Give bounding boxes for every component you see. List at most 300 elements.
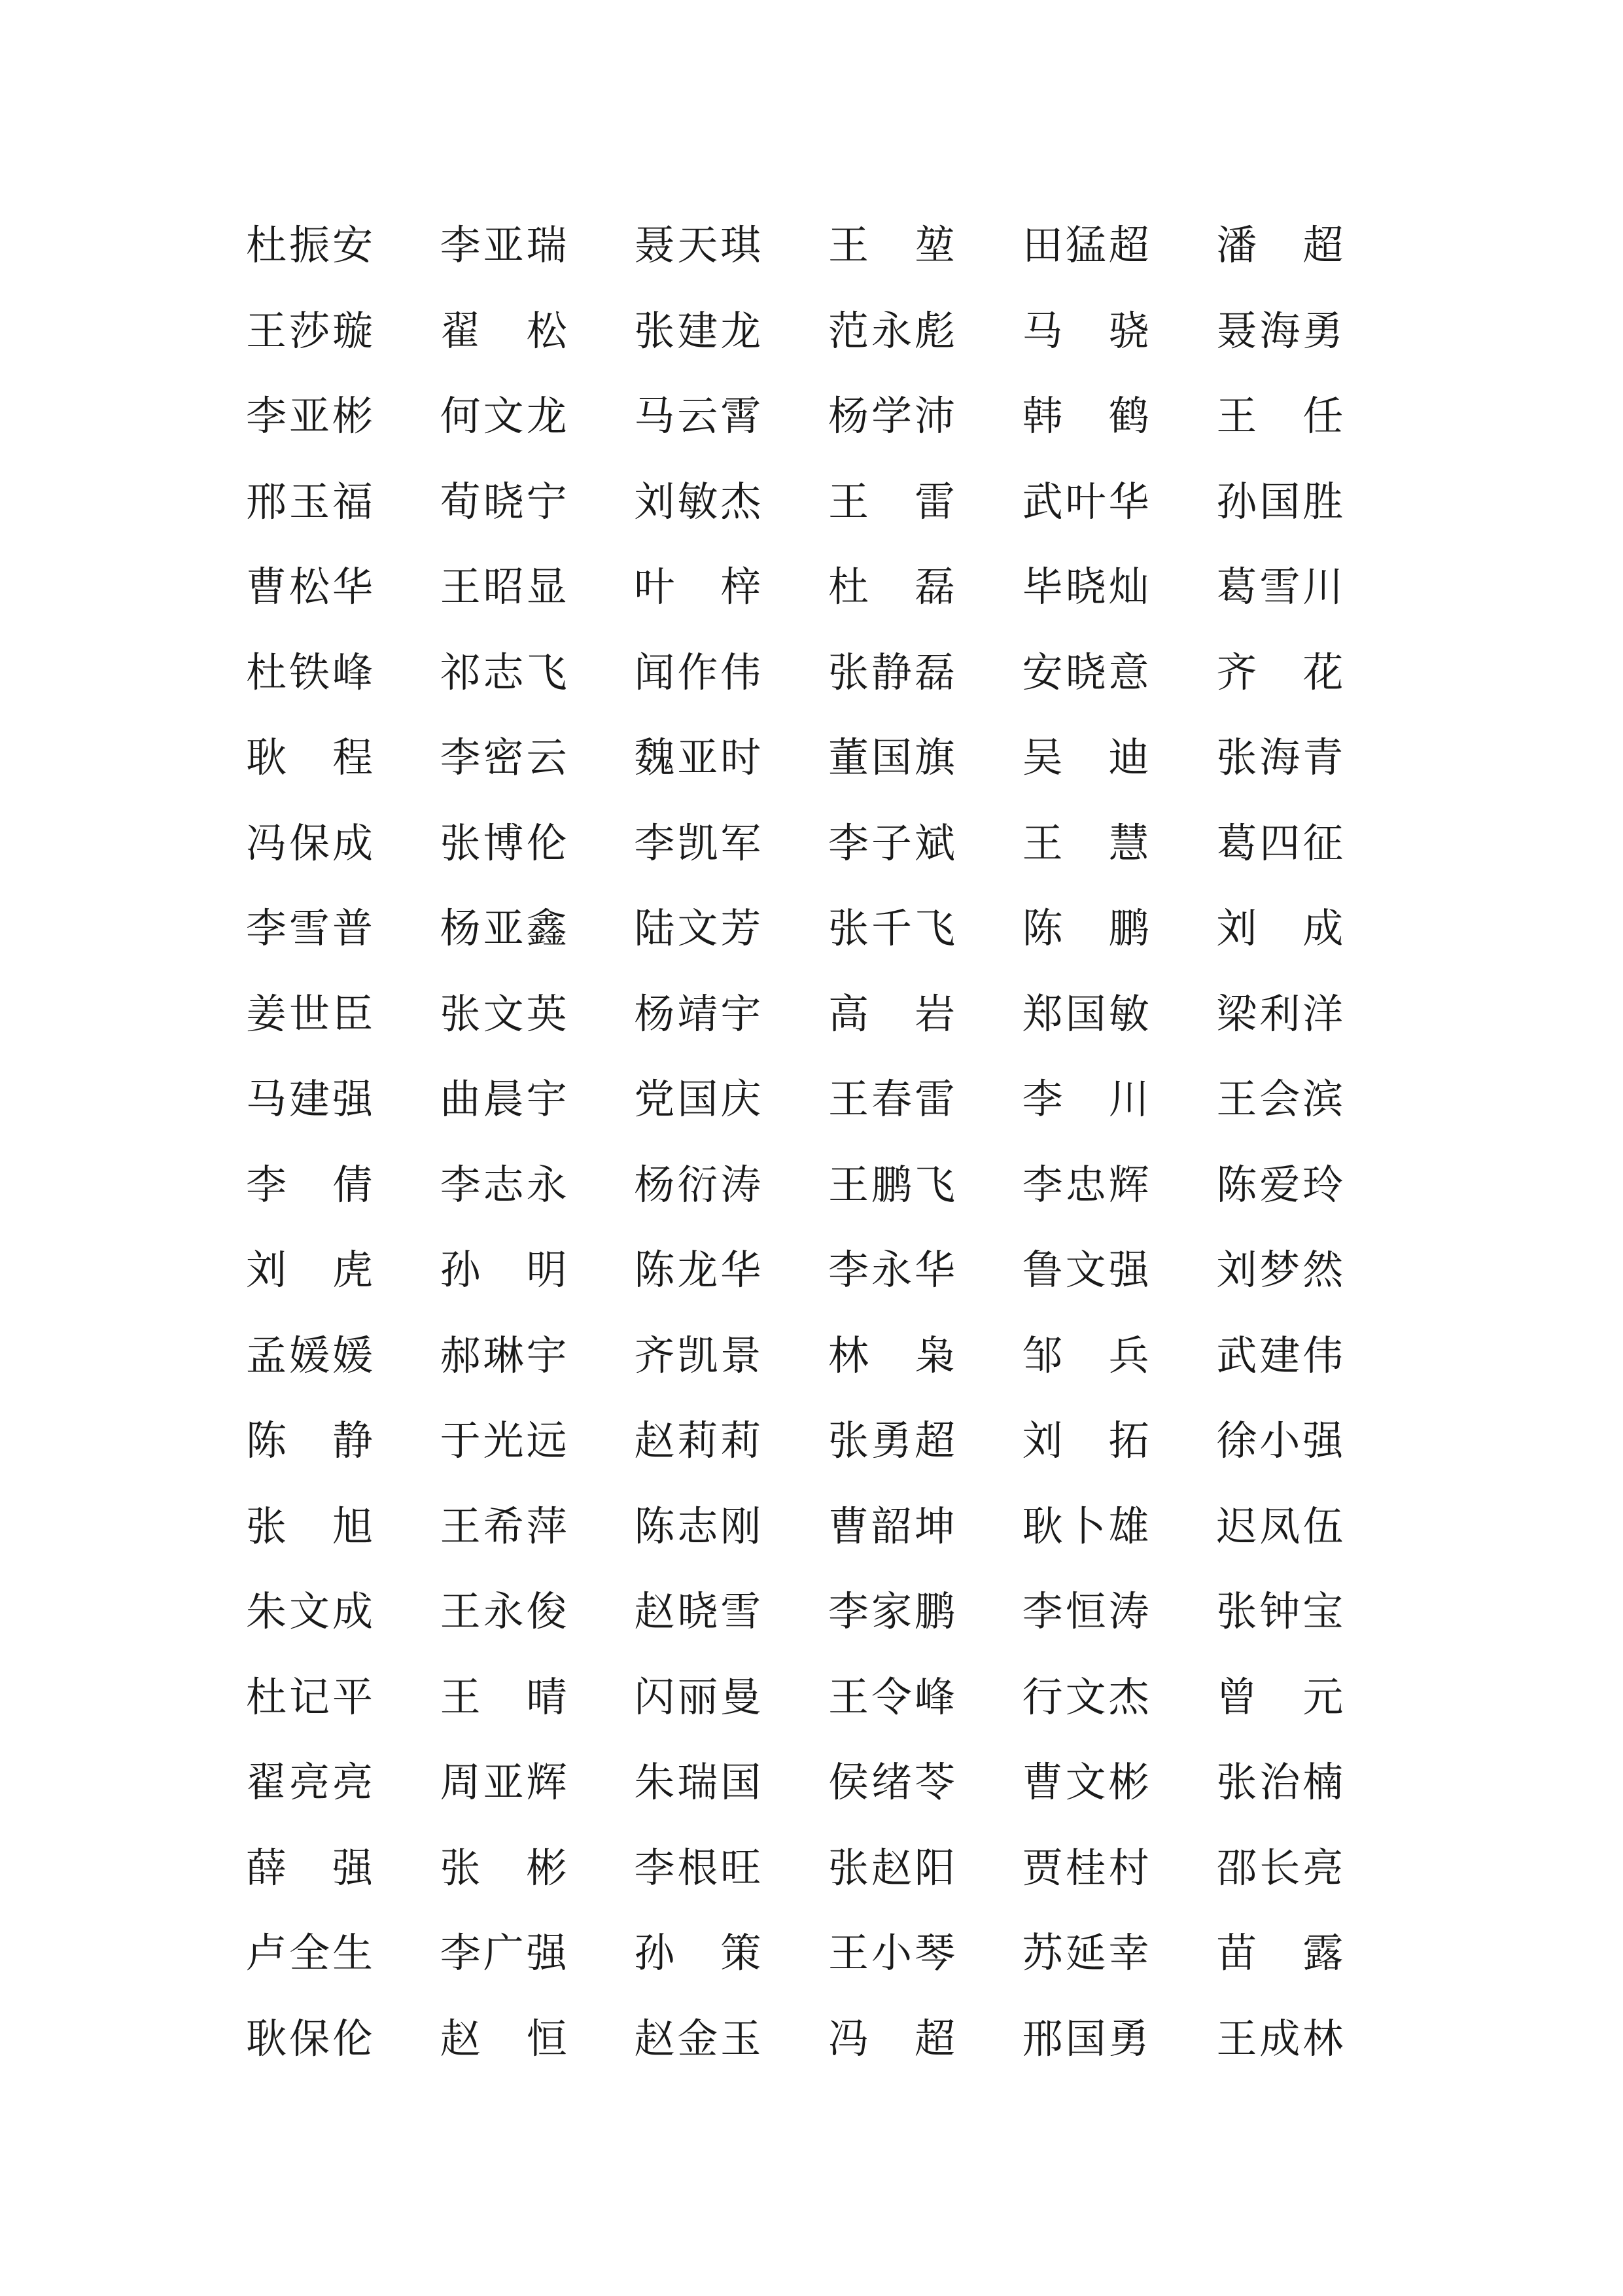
name-char: 灿	[1108, 563, 1149, 610]
name-char: 王	[440, 1587, 481, 1635]
name-char: 利	[1259, 989, 1300, 1038]
name-char: 刘	[1216, 1246, 1257, 1294]
name-char: 刘	[634, 477, 675, 525]
name-char: 耿	[246, 2014, 287, 2062]
name-char: 张	[1216, 1587, 1257, 1635]
name-char: 丽	[677, 1672, 718, 1721]
name-char: 春	[871, 1075, 912, 1123]
name-char: 希	[483, 1502, 524, 1550]
name-char: 苏	[1022, 1929, 1063, 1977]
name-char: 铁	[288, 648, 330, 696]
name-entry	[1216, 1996, 1343, 2082]
name-char: 忠	[1065, 1160, 1106, 1209]
name-char: 王	[246, 306, 287, 355]
name-char: 玉	[288, 477, 330, 525]
name-char: 于	[440, 1417, 481, 1464]
name-char: 伦	[332, 2014, 373, 2062]
name-char: 王	[1022, 819, 1063, 867]
name-char: 曹	[1022, 1758, 1063, 1806]
name-char: 宇	[720, 989, 761, 1038]
name-entry	[246, 886, 373, 972]
name-char: 阳	[914, 1843, 955, 1892]
name-char: 强	[332, 1075, 373, 1123]
name-char: 莉	[677, 1417, 718, 1464]
name-char: 鹏	[1108, 904, 1149, 952]
name-char: 凯	[677, 819, 718, 867]
name-char: 李	[1022, 1075, 1063, 1123]
name-char: 松	[288, 563, 330, 610]
name-entry	[828, 289, 955, 374]
name-entry	[246, 1569, 373, 1655]
name-entry	[828, 1398, 955, 1484]
name-char: 玲	[1302, 1160, 1344, 1209]
name-char: 齐	[1216, 648, 1257, 696]
name-char: 沛	[914, 392, 955, 440]
name-char: 生	[332, 1929, 373, 1977]
name-char: 亚	[288, 392, 330, 440]
name-char: 葛	[1216, 563, 1257, 610]
name-char: 旺	[720, 1843, 761, 1892]
name-char: 陆	[634, 904, 675, 952]
name-char: 小	[871, 1929, 912, 1977]
name-char: 薛	[246, 1843, 287, 1892]
name-char: 杰	[720, 477, 761, 525]
name-char: 陈	[634, 1502, 675, 1550]
name-entry	[634, 1057, 761, 1142]
name-entry	[828, 715, 955, 801]
name-char: 文	[483, 989, 524, 1038]
name-char: 虎	[332, 1246, 373, 1294]
name-entry	[634, 459, 761, 545]
name-char: 王	[828, 1672, 869, 1721]
name-char: 延	[1065, 1929, 1106, 1977]
name-char: 勇	[871, 1417, 912, 1464]
name-char: 鲁	[1022, 1246, 1063, 1294]
name-char: 侯	[828, 1758, 869, 1806]
name-char: 时	[720, 733, 761, 781]
name-char: 张	[828, 648, 869, 696]
name-entry	[1022, 1142, 1149, 1228]
name-char: 董	[828, 733, 869, 781]
name-char: 然	[1302, 1246, 1344, 1294]
name-entry	[634, 1996, 761, 2082]
name-entry	[634, 886, 761, 972]
name-char: 辉	[526, 1758, 567, 1806]
name-entry	[440, 801, 567, 887]
name-entry	[440, 630, 567, 716]
name-char: 孙	[440, 1246, 481, 1294]
name-entry	[1216, 203, 1343, 289]
name-char: 李	[828, 819, 869, 867]
name-char: 恒	[526, 2014, 567, 2062]
name-char: 杨	[634, 1160, 675, 1209]
name-entry	[1022, 801, 1149, 887]
name-char: 敏	[677, 477, 718, 525]
name-char: 志	[483, 1160, 524, 1209]
name-char: 钟	[1259, 1587, 1300, 1635]
name-char: 卢	[246, 1929, 287, 1977]
name-char: 孟	[246, 1331, 287, 1379]
name-entry	[1216, 1313, 1343, 1399]
name-entry	[440, 1142, 567, 1228]
name-char: 亚	[677, 733, 718, 781]
name-char: 孙	[634, 1929, 675, 1977]
name-char: 滨	[1302, 1075, 1344, 1123]
name-char: 梓	[720, 563, 761, 610]
name-char: 莉	[720, 1417, 761, 1464]
name-char: 安	[332, 221, 373, 269]
name-char: 旗	[914, 733, 955, 781]
name-entry	[828, 544, 955, 630]
name-entry	[440, 203, 567, 289]
name-char: 辉	[1108, 1160, 1149, 1209]
name-char: 骁	[1108, 306, 1149, 355]
name-entry	[634, 1655, 761, 1740]
name-entry	[634, 1826, 761, 1911]
name-char: 张	[440, 819, 481, 867]
name-char: 涛	[720, 1160, 761, 1209]
name-char: 祁	[440, 648, 481, 696]
name-char: 衍	[677, 1160, 718, 1209]
name-entry	[634, 1569, 761, 1655]
name-char: 杜	[246, 648, 287, 696]
name-char: 强	[1108, 1246, 1149, 1294]
name-char: 国	[1065, 2014, 1106, 2062]
name-char: 伦	[526, 819, 567, 867]
name-char: 雪	[1259, 563, 1300, 610]
name-char: 聂	[634, 221, 675, 269]
name-char: 千	[871, 904, 912, 952]
name-char: 臣	[332, 989, 373, 1038]
name-entry	[1022, 1398, 1149, 1484]
name-entry	[828, 801, 955, 887]
name-char: 叶	[634, 563, 675, 610]
name-char: 赵	[871, 1843, 912, 1892]
name-char: 荀	[440, 477, 481, 525]
name-char: 拓	[1108, 1417, 1149, 1464]
name-char: 行	[1022, 1672, 1063, 1721]
name-char: 涛	[1108, 1587, 1149, 1635]
name-entry	[1022, 630, 1149, 716]
name-char: 治	[1259, 1758, 1300, 1806]
name-char: 村	[1108, 1843, 1149, 1892]
name-char: 张	[828, 1843, 869, 1892]
name-char: 元	[1302, 1672, 1344, 1721]
name-char: 记	[288, 1672, 330, 1721]
name-entry	[1216, 1740, 1343, 1826]
name-entry	[634, 1484, 761, 1570]
name-char: 杰	[1108, 1672, 1149, 1721]
name-entry	[634, 630, 761, 716]
name-char: 武	[1216, 1331, 1257, 1379]
name-char: 李	[246, 904, 287, 952]
name-char: 家	[871, 1587, 912, 1635]
name-char: 张	[246, 1502, 287, 1550]
name-char: 姜	[246, 989, 287, 1038]
name-char: 倩	[332, 1160, 373, 1209]
name-char: 宝	[1302, 1587, 1344, 1635]
name-char: 林	[828, 1331, 869, 1379]
name-entry	[246, 972, 373, 1057]
name-char: 李	[440, 221, 481, 269]
name-entry	[1216, 1057, 1343, 1142]
name-char: 雄	[1108, 1502, 1149, 1550]
name-char: 超	[1108, 221, 1149, 269]
name-char: 文	[288, 1587, 330, 1635]
name-char: 刘	[1022, 1417, 1063, 1464]
name-char: 彬	[526, 1843, 567, 1892]
name-char: 晓	[677, 1587, 718, 1635]
name-char: 武	[1022, 477, 1063, 525]
name-char: 志	[677, 1502, 718, 1550]
name-char: 勇	[1108, 2014, 1149, 2062]
name-char: 马	[1022, 306, 1063, 355]
name-char: 慧	[1108, 819, 1149, 867]
name-char: 成	[332, 819, 373, 867]
name-entry	[828, 886, 955, 972]
name-char: 邵	[1216, 1843, 1257, 1892]
name-char: 远	[526, 1417, 567, 1464]
name-char: 闪	[634, 1672, 675, 1721]
name-char: 鹏	[871, 1160, 912, 1209]
name-entry	[828, 1740, 955, 1826]
name-char: 杜	[828, 563, 869, 610]
name-entry	[634, 374, 761, 459]
name-char: 松	[526, 306, 567, 355]
name-entry	[1216, 715, 1343, 801]
name-entry	[634, 1313, 761, 1399]
name-char: 范	[828, 306, 869, 355]
name-char: 英	[526, 989, 567, 1038]
name-char: 国	[871, 733, 912, 781]
name-entry	[246, 1057, 373, 1142]
name-char: 敏	[1108, 989, 1149, 1038]
name-char: 永	[871, 1246, 912, 1294]
name-char: 王	[828, 221, 869, 269]
name-entry	[1022, 886, 1149, 972]
name-char: 李	[634, 1843, 675, 1892]
name-entry	[828, 1569, 955, 1655]
name-entry	[246, 1484, 373, 1570]
name-entry	[828, 1313, 955, 1399]
name-char: 保	[288, 819, 330, 867]
name-char: 靖	[677, 989, 718, 1038]
name-char: 张	[828, 904, 869, 952]
name-char: 天	[677, 221, 718, 269]
name-char: 彬	[332, 392, 373, 440]
name-entry	[1216, 374, 1343, 459]
name-char: 伟	[720, 648, 761, 696]
name-entry	[828, 1142, 955, 1228]
name-entry	[1022, 1313, 1149, 1399]
name-entry	[1216, 972, 1343, 1057]
name-char: 吴	[1022, 733, 1063, 781]
name-char: 刚	[720, 1502, 761, 1550]
name-char: 曹	[828, 1502, 869, 1550]
name-char: 朱	[634, 1758, 675, 1806]
name-entry	[1216, 1569, 1343, 1655]
name-char: 琪	[720, 221, 761, 269]
name-char: 邢	[246, 477, 287, 525]
name-char: 王	[1216, 1075, 1257, 1123]
name-char: 福	[332, 477, 373, 525]
name-char: 曾	[1216, 1672, 1257, 1721]
name-char: 强	[1302, 1417, 1344, 1464]
name-char: 华	[332, 563, 373, 610]
name-char: 卜	[1065, 1502, 1106, 1550]
name-char: 伍	[1302, 1502, 1344, 1550]
name-char: 强	[526, 1929, 567, 1977]
name-char: 李	[1022, 1587, 1063, 1635]
name-char: 韶	[871, 1502, 912, 1550]
name-entry	[1216, 1227, 1343, 1313]
name-char: 杜	[246, 221, 287, 269]
name-entry	[1216, 886, 1343, 972]
name-entry	[828, 203, 955, 289]
name-char: 建	[1259, 1331, 1300, 1379]
name-entry	[246, 801, 373, 887]
name-char: 媛	[332, 1331, 373, 1379]
name-char: 聂	[1216, 306, 1257, 355]
name-char: 杨	[828, 392, 869, 440]
name-entry	[1216, 1826, 1343, 1911]
name-char: 萍	[526, 1502, 567, 1550]
name-char: 曼	[720, 1672, 761, 1721]
name-char: 梁	[1216, 989, 1257, 1038]
name-char: 庆	[720, 1075, 761, 1123]
name-entry	[1216, 459, 1343, 545]
name-entry	[1022, 1911, 1149, 1996]
name-char: 枭	[914, 1331, 955, 1379]
name-char: 晴	[526, 1672, 567, 1721]
name-char: 飞	[914, 904, 955, 952]
name-entry	[246, 459, 373, 545]
name-char: 邹	[1022, 1331, 1063, 1379]
name-char: 超	[914, 2014, 955, 2062]
name-entry	[1022, 1740, 1149, 1826]
name-char: 云	[526, 733, 567, 781]
name-entry	[634, 289, 761, 374]
name-char: 凤	[1259, 1502, 1300, 1550]
name-char: 任	[1302, 392, 1344, 440]
name-entry	[246, 203, 373, 289]
name-char: 王	[828, 1075, 869, 1123]
name-char: 刘	[1216, 904, 1257, 952]
name-char: 勇	[1302, 306, 1344, 355]
name-char: 张	[1216, 733, 1257, 781]
name-char: 王	[440, 1502, 481, 1550]
name-char: 琴	[914, 1929, 955, 1977]
name-char: 雷	[914, 477, 955, 525]
name-char: 斌	[914, 819, 955, 867]
name-entry	[440, 886, 567, 972]
name-char: 毕	[1022, 563, 1063, 610]
name-char: 强	[332, 1843, 373, 1892]
name-char: 邢	[1022, 2014, 1063, 2062]
name-char: 静	[332, 1417, 373, 1464]
name-char: 李	[1022, 1160, 1063, 1209]
name-char: 玉	[720, 2014, 761, 2062]
name-char: 爱	[1259, 1160, 1300, 1209]
name-char: 魏	[634, 733, 675, 781]
name-char: 子	[871, 819, 912, 867]
name-char: 瑞	[526, 221, 567, 269]
name-char: 广	[483, 1929, 524, 1977]
name-char: 赵	[634, 1417, 675, 1464]
name-entry	[828, 630, 955, 716]
name-char: 堃	[914, 221, 955, 269]
name-char: 景	[720, 1331, 761, 1379]
name-char: 猛	[1065, 221, 1106, 269]
name-char: 叶	[1065, 477, 1106, 525]
name-entry	[1022, 715, 1149, 801]
name-entry	[828, 374, 955, 459]
name-char: 王	[440, 563, 481, 610]
name-char: 郑	[1022, 989, 1063, 1038]
name-entry	[1022, 1655, 1149, 1740]
name-entry	[1216, 1655, 1343, 1740]
name-entry	[828, 1057, 955, 1142]
name-entry	[1022, 1484, 1149, 1570]
name-char: 李	[440, 733, 481, 781]
name-entry	[1216, 1911, 1343, 1996]
name-list	[246, 203, 1410, 2081]
name-char: 翟	[440, 306, 481, 355]
name-char: 永	[526, 1160, 567, 1209]
name-entry	[1022, 1826, 1149, 1911]
name-entry	[634, 715, 761, 801]
name-char: 璇	[332, 306, 373, 355]
name-char: 马	[246, 1075, 287, 1123]
name-char: 亚	[483, 221, 524, 269]
name-entry	[440, 1569, 567, 1655]
name-entry	[246, 1227, 373, 1313]
name-entry	[1216, 1142, 1343, 1228]
name-entry	[828, 1911, 955, 1996]
name-char: 亮	[332, 1758, 373, 1806]
name-char: 建	[677, 306, 718, 355]
name-entry	[1216, 1484, 1343, 1570]
name-char: 世	[288, 989, 330, 1038]
name-char: 杨	[440, 904, 481, 952]
name-char: 冯	[246, 819, 287, 867]
name-entry	[634, 1911, 761, 1996]
name-entry	[246, 544, 373, 630]
name-char: 孙	[1216, 477, 1257, 525]
name-char: 晓	[1065, 563, 1106, 610]
name-char: 齐	[634, 1331, 675, 1379]
name-char: 华	[914, 1246, 955, 1294]
name-char: 张	[828, 1417, 869, 1464]
name-entry	[634, 1398, 761, 1484]
name-char: 昭	[483, 563, 524, 610]
name-char: 意	[1108, 648, 1149, 696]
name-char: 李	[828, 1246, 869, 1294]
name-char: 闻	[634, 648, 675, 696]
name-char: 楠	[1302, 1758, 1344, 1806]
name-char: 媛	[288, 1331, 330, 1379]
name-char: 何	[440, 392, 481, 440]
name-entry	[1022, 203, 1149, 289]
name-char: 鑫	[526, 904, 567, 952]
name-char: 旭	[332, 1502, 373, 1550]
name-char: 长	[1259, 1843, 1300, 1892]
name-char: 作	[677, 648, 718, 696]
name-char: 振	[288, 221, 330, 269]
name-char: 成	[332, 1587, 373, 1635]
name-char: 花	[1302, 648, 1344, 696]
name-entry	[1022, 544, 1149, 630]
